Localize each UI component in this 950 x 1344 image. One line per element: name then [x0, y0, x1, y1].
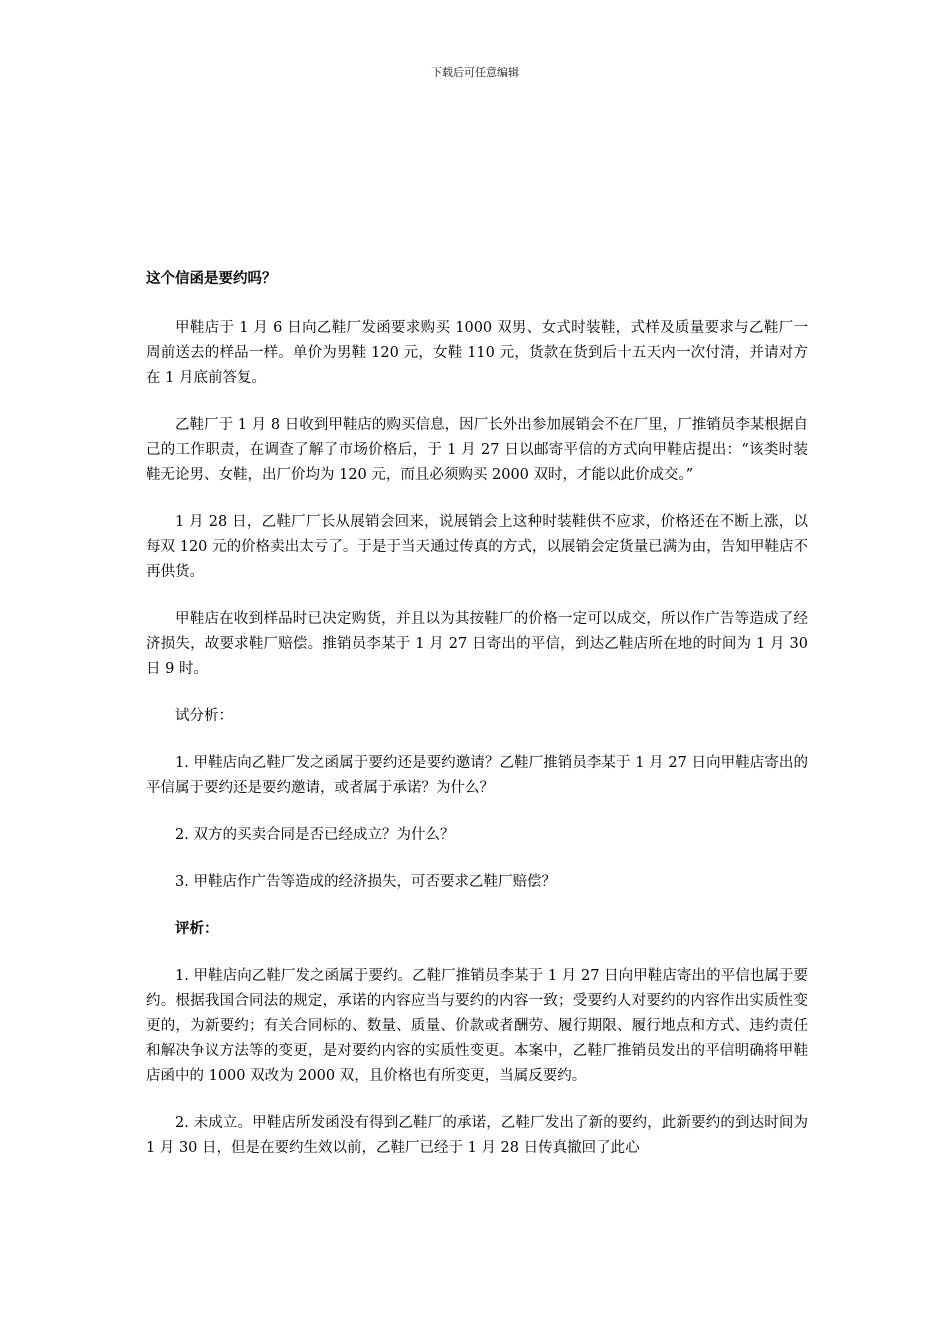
case-paragraph-4: 甲鞋店在收到样品时已决定购货，并且以为其按鞋厂的价格一定可以成交，所以作广告等造成了经济损失，故要求鞋厂赔偿。推销员李某于 1 月 27 日寄出的平信，到达乙鞋店所在地的时间为 1 月 30 日 9 时。 — [146, 611, 808, 677]
page-header: 下载后可任意编辑 — [431, 66, 519, 79]
question-2: 2. 双方的买卖合同是否已经成立？为什么？ — [175, 827, 455, 843]
analysis-paragraph-1: 1. 甲鞋店向乙鞋厂发之函属于要约。乙鞋厂推销员李某于 1 月 27 日向甲鞋店寄出的平信也属于要约。根据我国合同法的规定，承诺的内容应当与要约的内容一致；受要约人对要约的内容作出实质性变更的，为新要约；有关合同标的、数量、质量、价款或者酬劳、履行期限、履行地点和方式、违约责任和解决争议方法等的变更，是对要约内容的实质性变更。本案中，乙鞋厂推销员发出的平信明确将甲鞋店函中的 1000 双改为 2000 双，且价格也有所变更，当属反要约。 — [146, 968, 808, 1084]
case-paragraph-1: 甲鞋店于 1 月 6 日向乙鞋厂发函要求购买 1000 双男、女式时装鞋，式样及质量要求与乙鞋厂一周前送去的样品一样。单价为男鞋 120 元，女鞋 110 元，货款在货到后十五天内一次付清，并请对方在 1 月底前答复。 — [146, 320, 808, 386]
question-intro: 试分析： — [175, 708, 233, 724]
analysis-paragraph-2: 2. 未成立。甲鞋店所发函没有得到乙鞋厂的承诺，乙鞋厂发出了新的要约，此新要约的到达时间为 1 月 30 日，但是在要约生效以前，乙鞋厂已经于 1 月 28 日传真撤回了此心 — [146, 1115, 808, 1156]
case-paragraph-2: 乙鞋厂于 1 月 8 日收到甲鞋店的购买信息，因厂长外出参加展销会不在厂里，厂推销员李某根据自己的工作职责，在调查了解了市场价格后，于 1 月 27 日以邮寄平信的方式向甲鞋店提出：“该类时装鞋无论男、女鞋，出厂价均为 120 元，而且必须购买 2000 双时，才能以此价成交。” — [146, 417, 808, 483]
document-body — [146, 268, 808, 1161]
question-3: 3. 甲鞋店作广告等造成的经济损失，可否要求乙鞋厂赔偿？ — [175, 874, 556, 890]
analysis-heading: 评析： — [175, 921, 219, 937]
case-paragraph-3: 1 月 28 日，乙鞋厂厂长从展销会回来，说展销会上这种时装鞋供不应求，价格还在不断上涨，以每双 120 元的价格卖出太亏了。于是于当天通过传真的方式，以展销会定货量已满为由，告知甲鞋店不再供货。 — [146, 514, 808, 580]
question-1: 1. 甲鞋店向乙鞋厂发之函属于要约还是要约邀请？乙鞋厂推销员李某于 1 月 27 日向甲鞋店寄出的平信属于要约还是要约邀请，或者属于承诺？为什么？ — [146, 755, 808, 796]
document-title: 这个信函是要约吗？ — [146, 271, 277, 287]
